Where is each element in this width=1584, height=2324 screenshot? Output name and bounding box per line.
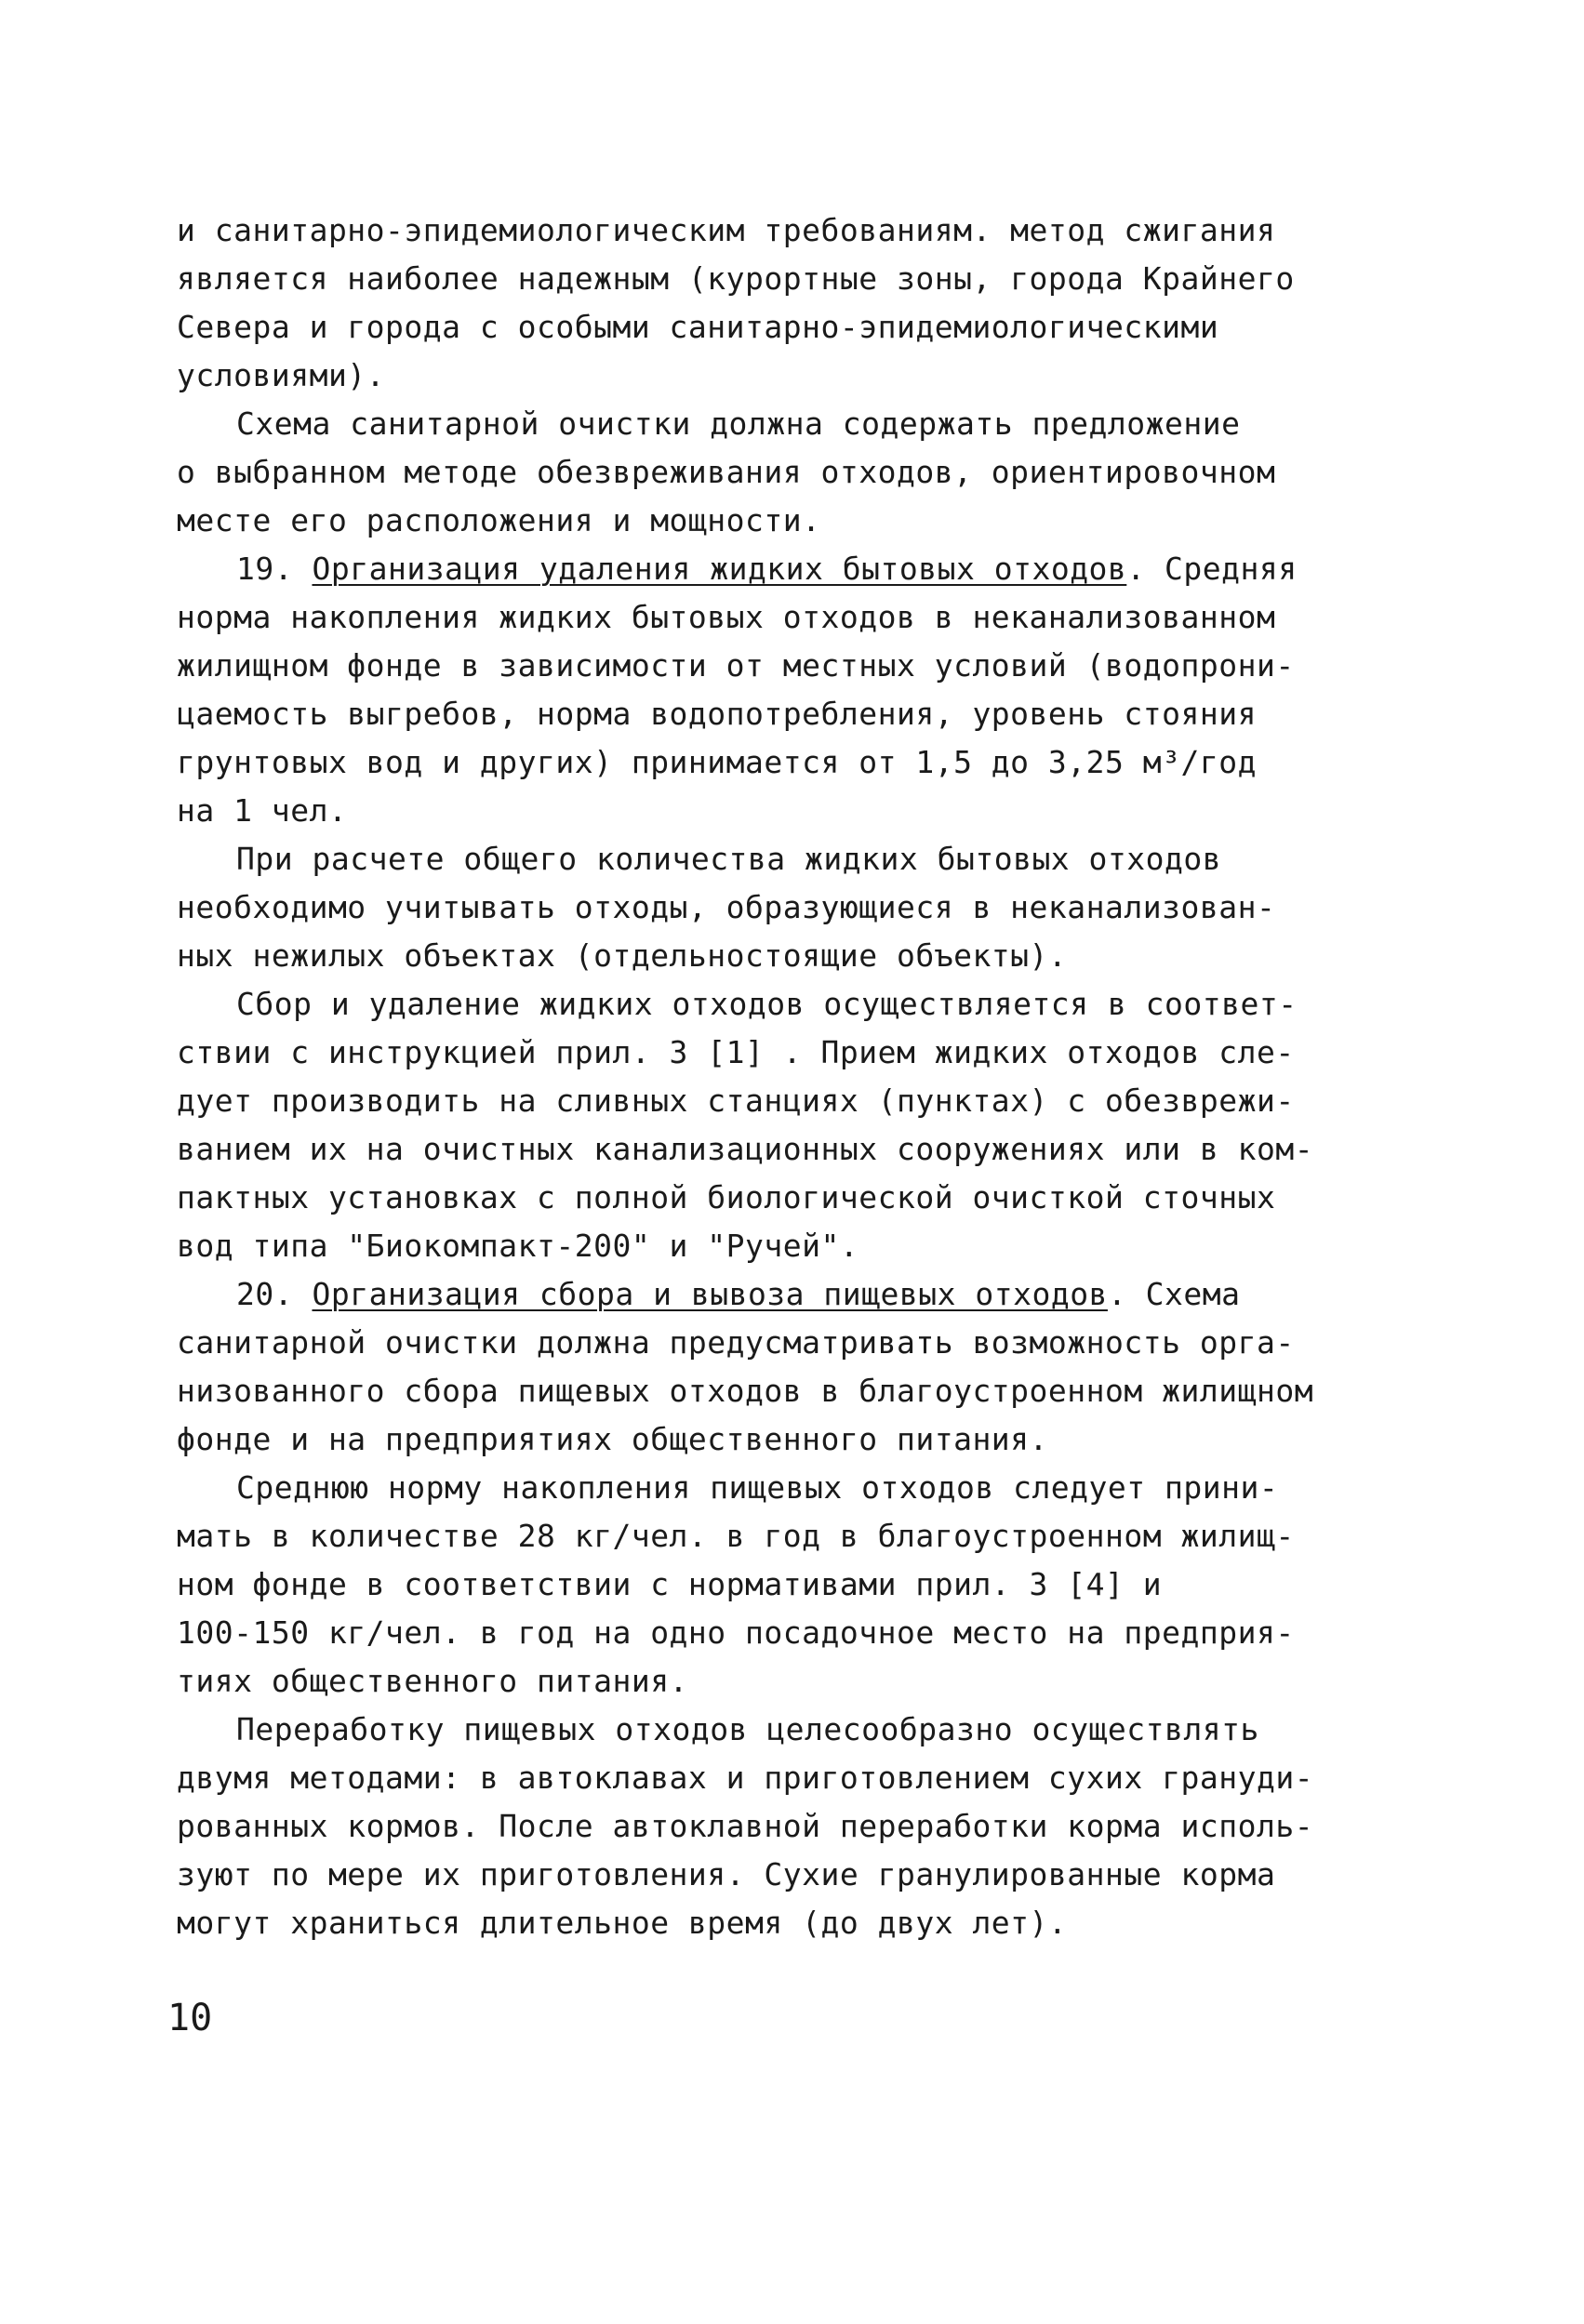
text-line: Сбор и удаление жидких отходов осуществляется в соответ- [236, 986, 1298, 1022]
text-line: месте его расположения и мощности. [177, 502, 821, 538]
text-line: зуют по мере их приготовления. Сухие гранулированные корма [177, 1856, 1276, 1892]
text-line: и санитарно-эпидемиологическим требованиям. метод сжигания [177, 212, 1276, 248]
text-line: Севера и города с особыми санитарно-эпидемиологическими [177, 309, 1219, 345]
text-line: ствии с инструкцией прил. 3 [1] . Прием жидких отходов сле- [177, 1034, 1295, 1070]
text-line: является наиболее надежным (курортные зоны, города Крайнего [177, 260, 1295, 297]
text-line: о выбранном методе обезвреживания отходов, ориентировочном [177, 454, 1276, 490]
text-line: норма накопления жидких бытовых отходов в неканализованном [177, 599, 1276, 635]
text-line: цаемость выгребов, норма водопотребления, уровень стояния [177, 696, 1257, 732]
section-number: 19. [236, 551, 313, 587]
text-line [177, 545, 1349, 593]
line-continuation: . Схема [1107, 1276, 1241, 1312]
text-line: низованного сбора пищевых отходов в благоустроенном жилищном [177, 1373, 1314, 1409]
text-line: санитарной очистки должна предусматривать возможность орга- [177, 1324, 1295, 1361]
text-line: рованных кормов. После автоклавной переработки корма исполь- [177, 1808, 1314, 1844]
text-line: на 1 чел. [177, 792, 348, 829]
text-line: ванием их на очистных канализационных сооружениях или в ком- [177, 1131, 1314, 1167]
section-number: 20. [236, 1276, 313, 1312]
text-line: условиями). [177, 357, 386, 393]
section-heading: Организация сбора и вывоза пищевых отходов [312, 1276, 1108, 1312]
line-continuation: . Средняя [1126, 551, 1298, 587]
text-line: Схема санитарной очистки должна содержать предложение [236, 405, 1241, 442]
text-line: дует производить на сливных станциях (пунктах) с обезврежи- [177, 1082, 1295, 1119]
text-line: вод типа "Биокомпакт-200" и "Ручей". [177, 1228, 859, 1264]
text-line: При расчете общего количества жидких бытовых отходов [236, 841, 1222, 877]
text-line: тиях общественного питания. [177, 1663, 688, 1699]
body-text [177, 206, 1349, 1947]
page-number: 10 [167, 1997, 213, 2039]
text-line: грунтовых вод и других) принимается от 1,5 до 3,25 м³/год [177, 744, 1257, 780]
section-heading: Организация удаления жидких бытовых отходов [312, 551, 1127, 587]
text-line: двумя методами: в автоклавах и приготовлением сухих грануди- [177, 1760, 1314, 1796]
text-line: мать в количестве 28 кг/чел. в год в благоустроенном жилищ- [177, 1518, 1295, 1554]
text-line: ных нежилых объектах (отдельностоящие объекты). [177, 937, 1068, 974]
text-line: жилищном фонде в зависимости от местных условий (водопрони- [177, 647, 1295, 684]
text-line: 100-150 кг/чел. в год на одно посадочное место на предприя- [177, 1614, 1295, 1651]
text-line [177, 1270, 1349, 1319]
text-line: необходимо учитывать отходы, образующиеся в неканализован- [177, 889, 1276, 925]
text-line: Среднюю норму накопления пищевых отходов следует прини- [236, 1469, 1279, 1506]
text-line: ном фонде в соответствии с нормативами прил. 3 [4] и [177, 1566, 1163, 1602]
text-line: могут храниться длительное время (до двух лет). [177, 1905, 1068, 1941]
text-line: фонде и на предприятиях общественного питания. [177, 1421, 1048, 1457]
text-line: пактных установках с полной биологической очисткой сточных [177, 1179, 1276, 1215]
text-line: Переработку пищевых отходов целесообразно осуществлять [236, 1711, 1259, 1747]
